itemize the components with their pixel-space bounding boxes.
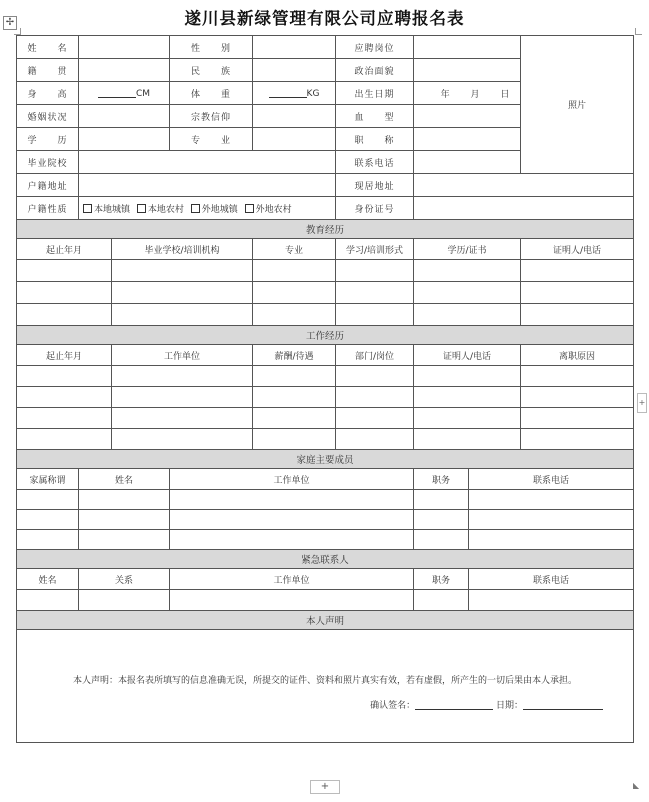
table-cell[interactable]	[79, 490, 170, 510]
work-row	[17, 408, 634, 429]
hukou-address-field[interactable]	[79, 174, 336, 197]
birth-day-label: 日	[500, 89, 510, 100]
hukou-option-label: 本地城镇	[94, 204, 131, 215]
table-cell[interactable]	[112, 387, 253, 408]
section-header	[17, 220, 634, 239]
table-cell[interactable]	[112, 408, 253, 429]
column-header: 姓名	[79, 469, 170, 490]
gender-field[interactable]	[253, 36, 336, 59]
education-column-headers	[17, 239, 634, 260]
section-header	[17, 611, 634, 630]
work-section-title: 工作经历	[17, 326, 634, 345]
section-header	[17, 450, 634, 469]
column-header: 联系电话	[469, 469, 634, 490]
table-cell[interactable]	[253, 260, 336, 282]
id-number-field[interactable]	[414, 197, 634, 220]
column-header: 工作单位	[112, 345, 253, 366]
column-header: 专业	[253, 239, 336, 260]
table-cell[interactable]	[79, 510, 170, 530]
date-label: 日期：	[496, 701, 524, 711]
education-field[interactable]	[79, 128, 170, 151]
birth-month-label: 月	[470, 89, 480, 100]
education-label: 学 历	[17, 128, 79, 151]
column-header: 职务	[414, 469, 469, 490]
ethnicity-label: 民 族	[170, 59, 253, 82]
table-resize-handle[interactable]: ◣	[633, 781, 640, 790]
name-field[interactable]	[79, 36, 170, 59]
table-cell[interactable]	[336, 366, 414, 387]
column-header: 起止年月	[17, 345, 112, 366]
column-header: 起止年月	[17, 239, 112, 260]
height-unit: CM	[135, 88, 151, 99]
form-title: 遂川县新绿管理有限公司应聘报名表	[184, 9, 465, 28]
table-cell[interactable]	[414, 366, 521, 387]
photo-label: 照片	[568, 101, 587, 111]
title-field[interactable]	[414, 128, 521, 151]
blood-type-label: 血 型	[336, 105, 414, 128]
origin-field[interactable]	[79, 59, 170, 82]
column-header: 毕业学校/培训机构	[112, 239, 253, 260]
work-row	[17, 366, 634, 387]
column-header: 证明人/电话	[414, 345, 521, 366]
checkbox[interactable]	[245, 204, 254, 213]
column-header: 联系电话	[469, 569, 634, 590]
family-row	[17, 530, 634, 550]
political-label: 政治面貌	[336, 59, 414, 82]
table-cell[interactable]	[336, 387, 414, 408]
id-number-label: 身份证号	[336, 197, 414, 220]
personal-row	[17, 197, 634, 220]
table-cell[interactable]	[17, 590, 79, 611]
table-cell[interactable]	[112, 429, 253, 450]
add-row-handle[interactable]: +	[310, 780, 340, 794]
major-field[interactable]	[253, 128, 336, 151]
table-cell[interactable]	[336, 282, 414, 304]
column-header: 关系	[79, 569, 170, 590]
table-cell[interactable]	[414, 429, 521, 450]
column-header: 证明人/电话	[521, 239, 634, 260]
column-header: 学习/培训形式	[336, 239, 414, 260]
checkbox[interactable]	[191, 204, 200, 213]
birth-date-label: 出生日期	[336, 82, 414, 105]
signature-line	[17, 698, 633, 711]
table-cell[interactable]	[17, 282, 112, 304]
hukou-option-label: 本地农村	[147, 204, 184, 215]
column-header: 姓名	[17, 569, 79, 590]
table-cell[interactable]	[170, 590, 414, 611]
table-cell[interactable]	[17, 490, 79, 510]
table-cell[interactable]	[253, 304, 336, 326]
table-cell[interactable]	[414, 260, 521, 282]
personal-row	[17, 36, 634, 59]
position-label: 应聘岗位	[336, 36, 414, 59]
table-cell[interactable]	[112, 366, 253, 387]
table-cell[interactable]	[414, 408, 521, 429]
checkbox[interactable]	[137, 204, 146, 213]
name-label: 姓 名	[17, 36, 79, 59]
date-field[interactable]	[523, 700, 603, 710]
birth-year-label: 年	[440, 89, 450, 100]
table-cell[interactable]	[253, 408, 336, 429]
current-address-field[interactable]	[414, 174, 634, 197]
declaration-section-title: 本人声明	[17, 611, 634, 630]
family-row	[17, 510, 634, 530]
signature-field[interactable]	[415, 700, 493, 710]
table-cell[interactable]	[79, 590, 170, 611]
origin-label: 籍 贯	[17, 59, 79, 82]
religion-field[interactable]	[253, 105, 336, 128]
table-cell[interactable]	[521, 408, 634, 429]
declaration-row	[17, 630, 634, 743]
table-cell[interactable]	[17, 260, 112, 282]
education-row	[17, 304, 634, 326]
religion-label: 宗教信仰	[170, 105, 253, 128]
table-cell[interactable]	[17, 429, 112, 450]
birth-date-field[interactable]	[414, 82, 521, 105]
hukou-address-label: 户籍地址	[17, 174, 79, 197]
table-cell[interactable]	[17, 304, 112, 326]
marital-field[interactable]	[79, 105, 170, 128]
column-header: 职务	[414, 569, 469, 590]
emergency-row	[17, 590, 634, 611]
table-cell[interactable]	[521, 260, 634, 282]
table-cell[interactable]	[17, 530, 79, 550]
weight-label: 体 重	[170, 82, 253, 105]
table-cell[interactable]	[253, 282, 336, 304]
table-cell[interactable]	[112, 304, 253, 326]
family-column-headers	[17, 469, 634, 490]
table-cell[interactable]	[170, 510, 414, 530]
emergency-column-headers	[17, 569, 634, 590]
table-cell[interactable]	[469, 510, 634, 530]
photo-area[interactable]	[521, 36, 634, 174]
family-row	[17, 490, 634, 510]
table-cell[interactable]	[469, 590, 634, 611]
column-header: 工作单位	[170, 469, 414, 490]
emergency-section-title: 紧急联系人	[17, 550, 634, 569]
table-cell[interactable]	[521, 282, 634, 304]
table-cell[interactable]	[414, 510, 469, 530]
blood-type-field[interactable]	[414, 105, 521, 128]
table-cell[interactable]	[112, 282, 253, 304]
table-cell[interactable]	[521, 304, 634, 326]
work-row	[17, 429, 634, 450]
major-label: 专 业	[170, 128, 253, 151]
table-cell[interactable]	[17, 387, 112, 408]
work-row	[17, 387, 634, 408]
table-cell[interactable]	[414, 304, 521, 326]
family-section-title: 家庭主要成员	[17, 450, 634, 469]
personal-row	[17, 174, 634, 197]
education-row	[17, 260, 634, 282]
column-header: 家属称谓	[17, 469, 79, 490]
table-cell[interactable]	[521, 429, 634, 450]
position-field[interactable]	[414, 36, 521, 59]
education-section-title: 教育经历	[17, 220, 634, 239]
table-cell[interactable]	[170, 530, 414, 550]
weight-field[interactable]	[253, 82, 336, 105]
application-form-table	[16, 35, 634, 743]
table-cell[interactable]	[414, 490, 469, 510]
school-label: 毕业院校	[17, 151, 79, 174]
political-field[interactable]	[414, 59, 521, 82]
table-cell[interactable]	[414, 530, 469, 550]
marital-label: 婚姻状况	[17, 105, 79, 128]
ethnicity-field[interactable]	[253, 59, 336, 82]
table-cell[interactable]	[253, 429, 336, 450]
declaration-text: 本人声明：本报名表所填写的信息准确无误，所提交的证件、资料和照片真实有效，若有虚假，所产生的一切后果由本人承担。	[73, 676, 578, 686]
height-field[interactable]	[79, 82, 170, 105]
table-cell[interactable]	[521, 387, 634, 408]
table-move-handle[interactable]: ✢	[3, 16, 17, 30]
checkbox[interactable]	[83, 204, 92, 213]
section-header	[17, 550, 634, 569]
table-cell[interactable]	[336, 260, 414, 282]
hukou-option-label: 外地农村	[255, 204, 292, 215]
table-cell[interactable]	[253, 366, 336, 387]
table-cell[interactable]	[469, 490, 634, 510]
column-header: 部门/岗位	[336, 345, 414, 366]
section-header	[17, 326, 634, 345]
margin-corner-mark	[14, 28, 21, 35]
table-cell[interactable]	[336, 304, 414, 326]
education-row	[17, 282, 634, 304]
table-cell[interactable]	[414, 590, 469, 611]
work-column-headers	[17, 345, 634, 366]
table-cell[interactable]	[253, 387, 336, 408]
table-cell[interactable]	[170, 490, 414, 510]
table-cell[interactable]	[336, 408, 414, 429]
table-cell[interactable]	[17, 366, 112, 387]
table-cell[interactable]	[336, 429, 414, 450]
phone-label: 联系电话	[336, 151, 414, 174]
margin-corner-mark	[635, 28, 642, 35]
school-field[interactable]	[79, 151, 336, 174]
phone-field[interactable]	[414, 151, 521, 174]
table-cell[interactable]	[17, 408, 112, 429]
table-cell[interactable]	[414, 282, 521, 304]
add-column-handle[interactable]: +	[637, 393, 647, 413]
table-cell[interactable]	[17, 510, 79, 530]
sign-label: 确认签名：	[370, 701, 416, 711]
table-cell[interactable]	[521, 366, 634, 387]
hukou-type-options	[79, 197, 336, 220]
table-cell[interactable]	[79, 530, 170, 550]
column-header: 离职原因	[521, 345, 634, 366]
declaration-body	[17, 630, 634, 743]
table-cell[interactable]	[112, 260, 253, 282]
column-header: 工作单位	[170, 569, 414, 590]
gender-label: 性 别	[170, 36, 253, 59]
table-cell[interactable]	[414, 387, 521, 408]
table-cell[interactable]	[469, 530, 634, 550]
title-label: 职 称	[336, 128, 414, 151]
hukou-type-label: 户籍性质	[17, 197, 79, 220]
column-header: 学历/证书	[414, 239, 521, 260]
current-address-label: 现居地址	[336, 174, 414, 197]
weight-unit: KG	[306, 88, 320, 99]
column-header: 薪酬/待遇	[253, 345, 336, 366]
hukou-option-label: 外地城镇	[201, 204, 238, 215]
height-label: 身 高	[17, 82, 79, 105]
